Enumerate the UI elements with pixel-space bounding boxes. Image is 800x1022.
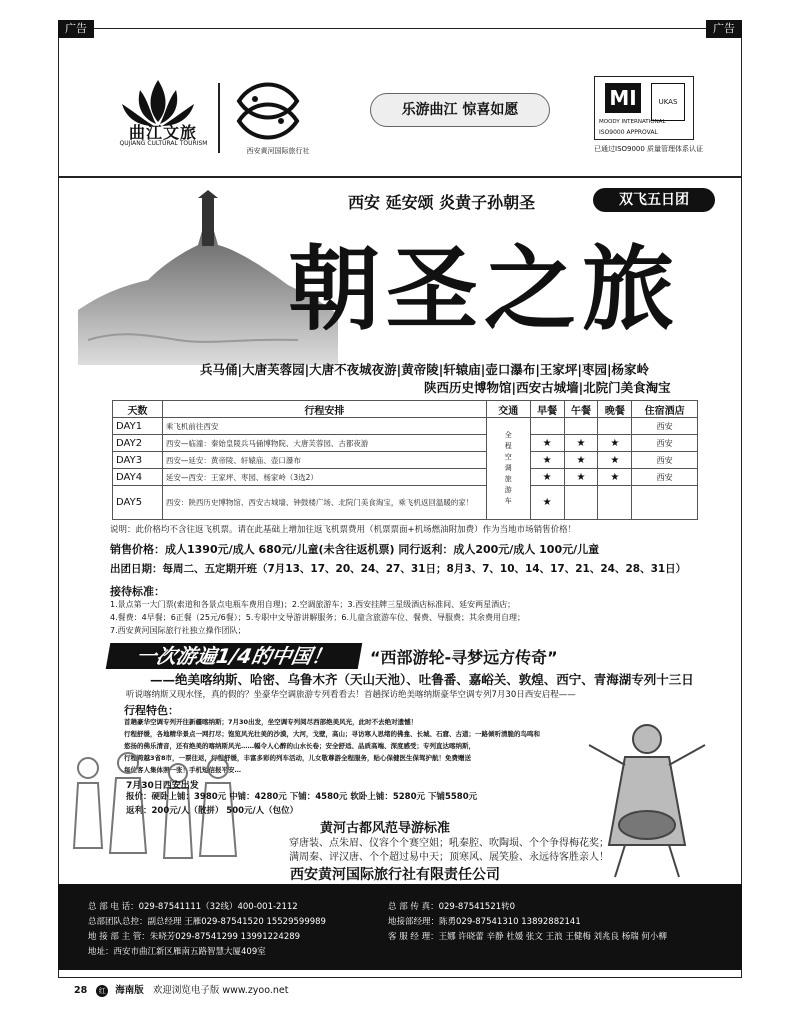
breakfast-cell: ★ bbox=[530, 435, 564, 452]
intro-line: 听说喀纳斯又现水怪，真的假的？坐豪华空调旅游专列看看去！首趟探访绝美喀纳斯豪华空调专列7月30日西安启程—— bbox=[126, 690, 576, 700]
banner-subtitle: 西安 延安颂 炎黄子孙朝圣 bbox=[348, 193, 536, 212]
hotel-cell: 西安 bbox=[632, 435, 698, 452]
lunch-cell: ★ bbox=[564, 469, 598, 486]
cert-mark: MI bbox=[605, 83, 641, 113]
places-line1: 兵马俑|大唐芙蓉园|大唐不夜城夜游|黄帝陵|轩辕庙|壶口瀑布|王家坪|枣园|杨家岭 bbox=[200, 362, 650, 377]
day-cell: DAY4 bbox=[113, 469, 163, 486]
footer bbox=[74, 982, 289, 997]
banner-title: 朝圣之旅 bbox=[288, 235, 681, 343]
dates-line: 出团日期：每周二、五定期开班（7月13、17、20、24、27、31日；8月3、7、10、14、17、21、24、28、31日） bbox=[110, 563, 687, 575]
cert-box bbox=[594, 76, 694, 140]
cert-note: 已通过ISO9000 质量管理体系认证 bbox=[594, 145, 704, 153]
dinner-cell: ★ bbox=[598, 435, 632, 452]
brand2-sub: 西安黄河国际旅行社 bbox=[246, 147, 310, 155]
banner bbox=[58, 180, 742, 395]
cruise-title: “西部游轮-寻梦远方传奇” bbox=[370, 648, 558, 667]
hotel-cell bbox=[632, 486, 698, 520]
col-header: 住宿酒店 bbox=[632, 401, 698, 418]
contact-address: 地址：西安市曲江新区雁南五路智慧大厦409室 bbox=[88, 947, 266, 957]
header bbox=[58, 28, 742, 178]
hotel-cell: 西安 bbox=[632, 469, 698, 486]
table-row bbox=[113, 435, 698, 452]
contact-reception-mgr: 地接部经理：陈勇029-87541310 13892882141 bbox=[388, 917, 581, 927]
lunch-cell: ★ bbox=[564, 435, 598, 452]
feature-line3: 悠扬的佛乐清音，还有绝美的喀纳斯风光……幅令人心醉的山水长卷；安全舒适、品质高端、深度感受；专列直达喀纳斯， bbox=[124, 742, 475, 750]
hotel-cell: 西安 bbox=[632, 452, 698, 469]
logo-divider bbox=[218, 83, 220, 153]
lunch-cell: ★ bbox=[564, 452, 598, 469]
guide-title: 黄河古都风范导游标准 bbox=[320, 821, 451, 836]
contact-reception-lead: 地 接 部 主 管：朱晓芳029-87541299 13991224289 bbox=[88, 932, 301, 942]
day-cell: DAY5 bbox=[113, 486, 163, 520]
cruise-price-row: 报价：硬卧上铺：3980元 中铺：4280元 下铺：4580元 软卧上铺：5280元 下铺5580元 bbox=[126, 792, 478, 802]
contact-service: 客 服 经 理：王娜 许晓蕾 辛静 杜媛 张文 王浪 王健梅 刘兆良 杨瑞 何小柳 bbox=[388, 932, 667, 942]
dinner-cell bbox=[598, 418, 632, 435]
breakfast-cell: ★ bbox=[530, 486, 564, 520]
table-header-row bbox=[113, 401, 698, 418]
lunch-cell bbox=[564, 486, 598, 520]
ad-label-right: 广告 bbox=[706, 20, 742, 38]
departure-title: 7月30日西安出发 bbox=[126, 781, 199, 791]
feature-line1: 首趟豪华空调专列开往新疆喀纳斯；7月30出发，坐空调专列阅尽西部绝美风光，此时不去绝对遗憾！ bbox=[124, 718, 418, 726]
footer-link-text[interactable]: 欢迎浏览电子版 www.zyoo.net bbox=[152, 985, 289, 996]
dinner-cell: ★ bbox=[598, 469, 632, 486]
breakfast-cell: ★ bbox=[530, 469, 564, 486]
standard-line2: 4.餐费：4早餐；6正餐（25元/6餐）；5.专职中文导游讲解服务；6.儿童含旅游车位、餐费、导服费；其余费用自理； bbox=[110, 613, 526, 622]
slogan-badge: 乐游曲江 惊喜如愿 bbox=[370, 93, 550, 127]
feature-line5: 每位客人集体照一张！手机短信报平安… bbox=[124, 766, 241, 774]
plan-cell: 西安—延安：黄帝陵、轩辕庙、壶口瀑布 bbox=[162, 452, 486, 469]
lunch-cell bbox=[564, 418, 598, 435]
guide-line1: 穿唐装、点朱眉、仪容个个赛空姐；吼秦腔、吹陶埙、个个争得梅花奖； bbox=[289, 838, 609, 849]
feature-title: 行程特色： bbox=[124, 704, 179, 717]
brand1-name: 曲江文旅 bbox=[128, 123, 197, 142]
page-number: 28 bbox=[74, 985, 88, 996]
col-header: 交通 bbox=[486, 401, 530, 418]
contact-hq-fax: 总 部 传 真：029-87541521转0 bbox=[388, 902, 516, 912]
price-line: 销售价格：成人1390元/成人 680元/儿童(未含往返机票) 同行返利：成人200元/成人 100元/儿童 bbox=[110, 543, 600, 556]
route-line: ——绝美喀纳斯、哈密、乌鲁木齐（天山天池）、吐鲁番、嘉峪关、敦煌、西宁、青海湖专列十三日 bbox=[150, 672, 694, 687]
standard-title: 接待标准： bbox=[110, 585, 165, 598]
fish-logo-icon bbox=[233, 73, 303, 143]
plan-cell: 延安—西安：王家坪、枣园、杨家岭（3选2） bbox=[162, 469, 486, 486]
fare-note: 说明：此价格均不含往返飞机票。请在此基础上增加往返飞机票费用（机票票面+机场燃油附加费）作为当地市场销售价格！ bbox=[110, 525, 577, 535]
slash-banner: 一次游遍1/4的中国！ bbox=[106, 643, 363, 669]
brand1-sub: QUJIANG CULTURAL TOURISM bbox=[119, 140, 208, 147]
ad-label-left: 广告 bbox=[58, 20, 94, 38]
ukas-crown-icon: UKAS bbox=[651, 83, 685, 121]
plan-cell: 西安：陕西历史博物馆、西安古城墙、钟鼓楼广场、北院门美食淘宝，乘飞机返回温暖的家！ bbox=[162, 486, 486, 520]
day-cell: DAY2 bbox=[113, 435, 163, 452]
cruise-rebate: 返利：200元/人（散拼） 500元/人（包位） bbox=[126, 806, 299, 816]
breakfast-cell bbox=[530, 418, 564, 435]
company-name: 西安黄河国际旅行社有限责任公司 bbox=[290, 867, 500, 883]
day-cell: DAY1 bbox=[113, 418, 163, 435]
breakfast-cell: ★ bbox=[530, 452, 564, 469]
itinerary-table bbox=[112, 400, 698, 520]
contact-control: 总部团队总控：副总经理 王雁029-87541520 15529599989 bbox=[88, 917, 326, 927]
transport-cell: 全程空调旅游车 bbox=[486, 418, 530, 520]
banner-badge: 双飞五日团 bbox=[593, 188, 715, 212]
col-header: 行程安排 bbox=[162, 401, 486, 418]
col-header: 晚餐 bbox=[598, 401, 632, 418]
edition-mark-icon: 红 bbox=[96, 985, 108, 997]
standard-line1: 1.景点第一大门票(索道和各景点电瓶车费用自理)；2.空调旅游车；3.西安挂牌三星级酒店标准间、延安两星酒店； bbox=[110, 600, 516, 609]
dinner-cell: ★ bbox=[598, 452, 632, 469]
contact-hq-phone: 总 部 电 话：029-87541111（32线）400-001-2112 bbox=[88, 902, 298, 912]
standard-line3: 7.西安黄河国际旅行社独立操作团队； bbox=[110, 626, 246, 635]
contact-panel bbox=[58, 884, 742, 970]
guide-line2: 满周秦、评汉唐、个个超过易中天；顶寒风、展笑脸、永远待客胜亲人！ bbox=[289, 852, 609, 863]
table-row bbox=[113, 452, 698, 469]
feature-line2: 行程舒缓，各地精华景点一网打尽；饱览风光壮美的沙漠，大河，戈壁，高山；寻访寒人思绪的佛龛、长城、石窟、古道；一路倾听清脆的鸟鸣和 bbox=[124, 730, 540, 738]
cert-text1: MOODY INTERNATIONAL bbox=[599, 119, 666, 125]
col-header: 天数 bbox=[113, 401, 163, 418]
feature-line4: 行程跨越3省8市，一票往返，行程舒缓，丰富多彩的列车活动，儿女敬尊游全程服务，贴心保健医生保驾护航！免费赠送 bbox=[124, 754, 472, 762]
day-cell: DAY3 bbox=[113, 452, 163, 469]
table-row bbox=[113, 469, 698, 486]
plan-cell: 西安—临潼：秦始皇陵兵马俑博物院、大唐芙蓉园、古都夜游 bbox=[162, 435, 486, 452]
edition-name: 海南版 bbox=[115, 985, 144, 996]
col-header: 午餐 bbox=[564, 401, 598, 418]
col-header: 早餐 bbox=[530, 401, 564, 418]
hotel-cell: 西安 bbox=[632, 418, 698, 435]
places-line2: 陕西历史博物馆|西安古城墙|北院门美食淘宝 bbox=[424, 380, 671, 395]
cert-iso: ISO9000 APPROVAL bbox=[599, 129, 658, 136]
dinner-cell bbox=[598, 486, 632, 520]
plan-cell: 乘飞机前往西安 bbox=[162, 418, 486, 435]
table-row bbox=[113, 418, 698, 435]
table-row bbox=[113, 486, 698, 520]
